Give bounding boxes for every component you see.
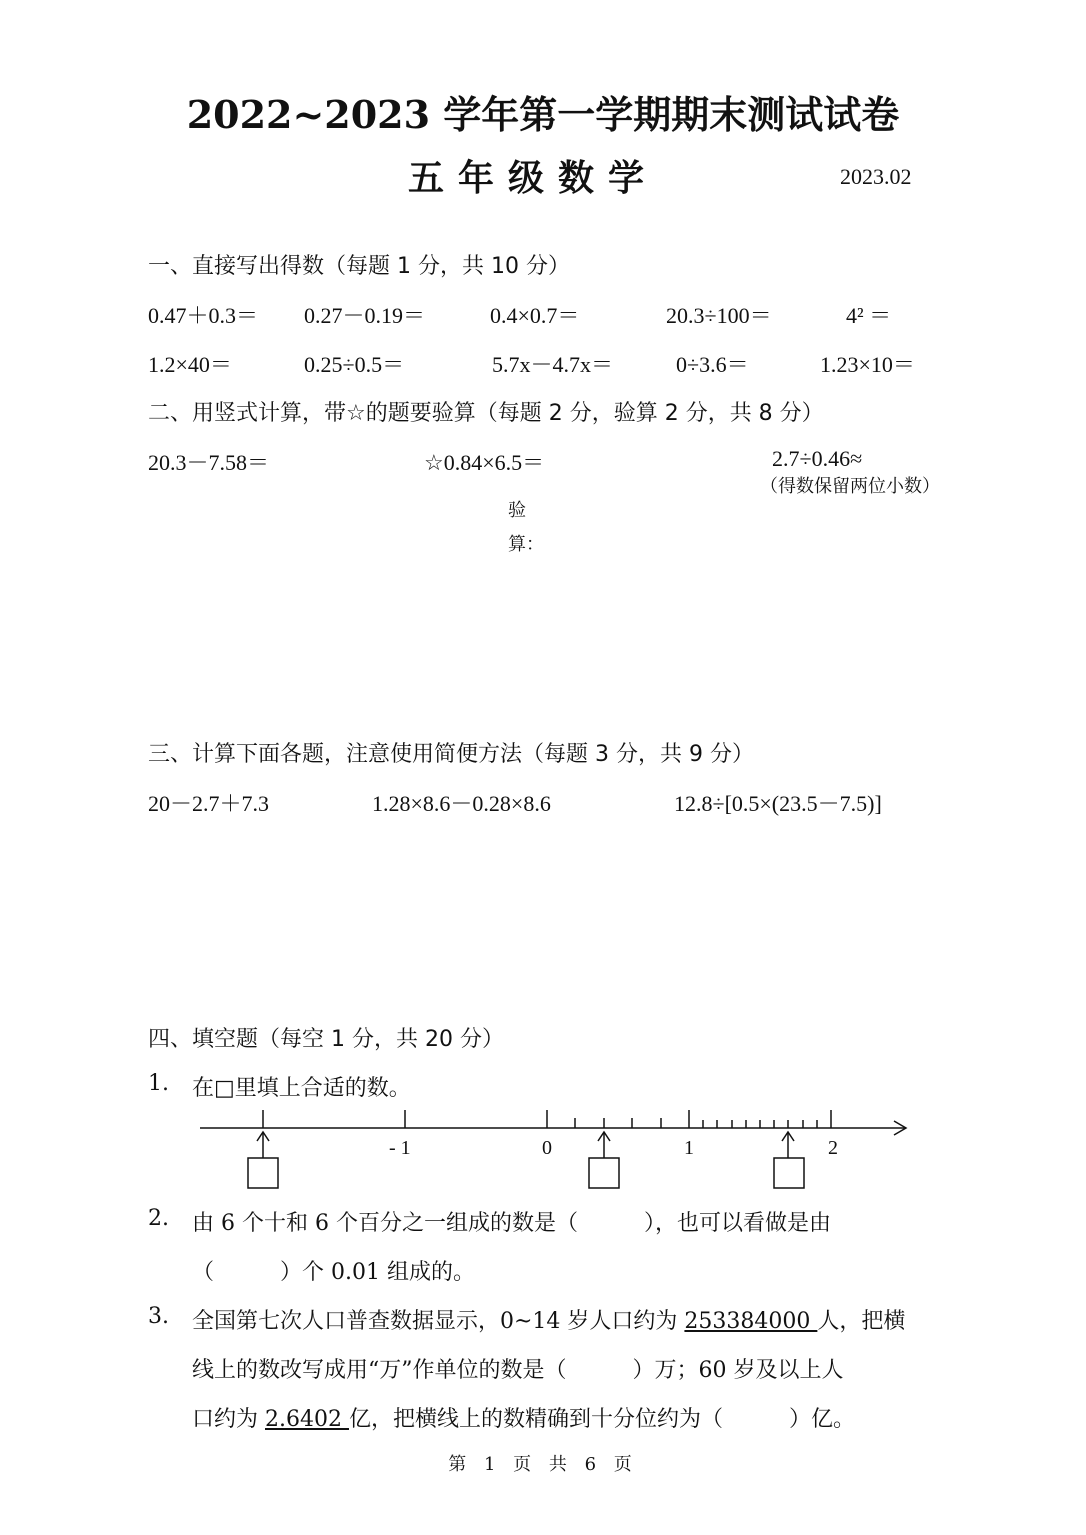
exam-title: 2022~2023 学年第一学期期末测试试卷 xyxy=(186,92,900,137)
s1-r1-item: 4² ＝ xyxy=(846,303,892,328)
q3-underlined-number: 253384000 xyxy=(684,1309,818,1334)
s1-r2-item: 1.23×10＝ xyxy=(820,352,915,377)
q3-line3-text: 亿，把横线上的数精确到十分位约为（ ）亿。 xyxy=(348,1407,855,1432)
section4-heading: 四、填空题（每空 1 分，共 20 分） xyxy=(148,1027,504,1052)
section1-heading: 一、直接写出得数（每题 1 分，共 10 分） xyxy=(148,254,570,279)
s1-r2-item: 0÷3.6＝ xyxy=(676,352,749,377)
q3-line3-text: 口约为 xyxy=(192,1407,265,1432)
s1-r1-item: 20.3÷100＝ xyxy=(666,303,772,328)
number-line-label: 0 xyxy=(542,1137,552,1159)
q2-number: 2. xyxy=(148,1206,169,1231)
number-line-label: 2 xyxy=(828,1137,838,1159)
exam-date: 2023.02 xyxy=(840,164,912,189)
q3-number: 3. xyxy=(148,1304,169,1329)
check-label: 算： xyxy=(508,534,544,555)
s1-r2-item: 5.7x－4.7x＝ xyxy=(492,352,614,377)
q1-number: 1. xyxy=(148,1071,169,1096)
s2-item: 20.3－7.58＝ xyxy=(148,450,270,475)
s3-item: 1.28×8.6－0.28×8.6 xyxy=(372,791,551,816)
answer-box xyxy=(248,1158,278,1188)
s3-item: 12.8÷[0.5×(23.5－7.5)] xyxy=(674,791,882,816)
answer-box xyxy=(774,1158,804,1188)
page-footer: 第 1 页 共 6 页 xyxy=(448,1454,638,1475)
answer-box xyxy=(589,1158,619,1188)
number-line-label: 1 xyxy=(684,1137,694,1159)
s1-r1-item: 0.27－0.19＝ xyxy=(304,303,426,328)
q3-underlined-number: 2.6402 xyxy=(265,1407,349,1432)
q2-line1: 由 6 个十和 6 个百分之一组成的数是（ ），也可以看做是由 xyxy=(192,1211,831,1236)
q3-line1-text: 人，把横 xyxy=(817,1309,906,1334)
q3-line3 xyxy=(192,1402,855,1433)
s3-item: 20－2.7＋7.3 xyxy=(148,791,270,816)
section3-heading: 三、计算下面各题，注意使用简便方法（每题 3 分，共 9 分） xyxy=(148,742,754,767)
s1-r2-item: 1.2×40＝ xyxy=(148,352,232,377)
q3-line1 xyxy=(192,1304,905,1335)
exam-subtitle: 五年级数学 xyxy=(408,157,659,199)
q2-line2: （ ）个 0.01 组成的。 xyxy=(192,1260,475,1285)
s2-note: （得数保留两位小数） xyxy=(760,476,940,497)
section2-heading: 二、用竖式计算，带☆的题要验算（每题 2 分，验算 2 分，共 8 分） xyxy=(148,401,824,426)
q3-line2: 线上的数改写成用“万”作单位的数是（ ）万；60 岁及以上人 xyxy=(192,1358,844,1383)
s1-r1-item: 0.4×0.7＝ xyxy=(490,303,580,328)
s2-item: ☆0.84×6.5＝ xyxy=(424,450,545,475)
s1-r2-item: 0.25÷0.5＝ xyxy=(304,352,405,377)
number-line-label: - 1 xyxy=(389,1137,411,1159)
check-label: 验 xyxy=(508,500,526,521)
s1-r1-item: 0.47＋0.3＝ xyxy=(148,303,259,328)
s2-item: 2.7÷0.46≈ xyxy=(772,446,863,471)
q3-line1-text: 全国第七次人口普查数据显示，0~14 岁人口约为 xyxy=(192,1309,685,1334)
q1-text: 在□里填上合适的数。 xyxy=(192,1076,411,1101)
